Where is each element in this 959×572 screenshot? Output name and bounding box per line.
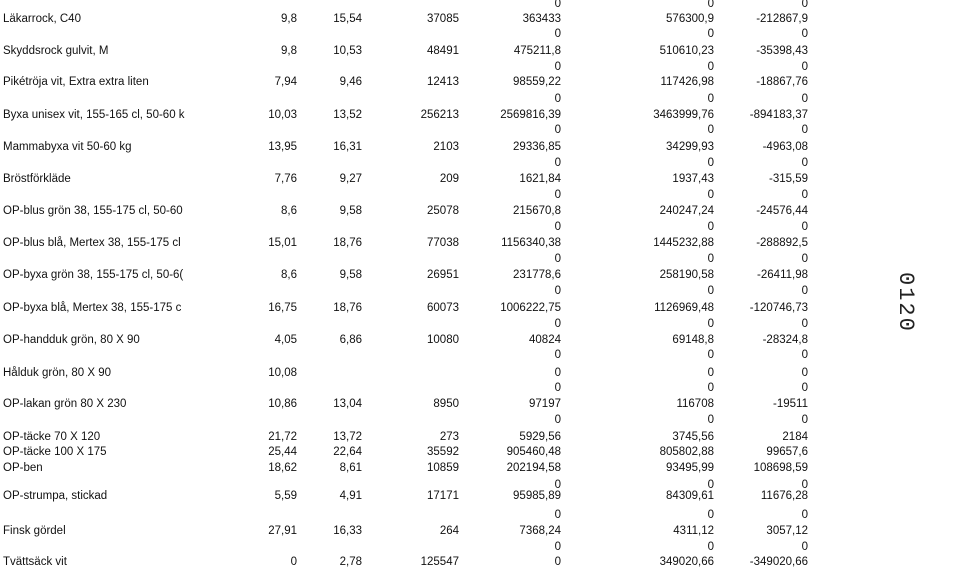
price-cell: 25,44 [268, 446, 297, 458]
difference-cell: 0 [801, 221, 808, 233]
price-cell: 15,01 [268, 237, 297, 249]
price-cell: 27,91 [268, 525, 297, 537]
amount-cell: 0 [707, 253, 714, 265]
difference-cell: 0 [801, 28, 808, 40]
price-cell: 10,03 [268, 109, 297, 121]
difference-cell: -288892,5 [756, 237, 808, 249]
difference-cell: -315,59 [768, 173, 808, 185]
price-cell: 13,04 [333, 398, 362, 410]
amount-cell: 0 [554, 93, 561, 105]
difference-cell: 0 [801, 189, 808, 201]
amount-cell: 475211,8 [513, 45, 561, 57]
amount-cell: 1445232,88 [653, 237, 714, 249]
item-name: OP-byxa grön 38, 155-175 cl, 50-6( [3, 269, 184, 281]
amount-cell: 0 [707, 124, 714, 136]
item-name: Mammabyxa vit 50-60 kg [3, 141, 132, 153]
difference-cell: 0 [801, 61, 808, 73]
amount-cell: 0 [707, 349, 714, 361]
price-cell: 9,58 [339, 269, 362, 281]
quantity-cell: 60073 [427, 302, 459, 314]
table-row [0, 348, 959, 362]
amount-cell: 805802,88 [659, 446, 714, 458]
table-row [0, 108, 959, 122]
price-cell: 13,95 [268, 141, 297, 153]
item-name: Byxa unisex vit, 155-165 cl, 50-60 k [3, 109, 185, 121]
amount-cell: 0 [707, 382, 714, 394]
quantity-cell: 26951 [427, 269, 459, 281]
quantity-cell: 209 [439, 173, 459, 185]
price-cell: 9,8 [281, 13, 297, 25]
table-row [0, 268, 959, 282]
difference-cell: -120746,73 [749, 302, 808, 314]
price-cell: 10,86 [268, 398, 297, 410]
amount-cell: 98559,22 [513, 76, 561, 88]
difference-cell: -24576,44 [756, 205, 808, 217]
table-row [0, 284, 959, 298]
table-row [0, 413, 959, 427]
amount-cell: 1006222,75 [500, 302, 561, 314]
price-cell: 13,72 [333, 431, 362, 443]
amount-cell: 2569816,39 [500, 109, 561, 121]
amount-cell: 202194,58 [506, 462, 561, 474]
difference-cell: 0 [801, 93, 808, 105]
table-row [0, 156, 959, 170]
price-cell: 7,94 [274, 76, 297, 88]
amount-cell: 117426,98 [660, 76, 714, 88]
item-name: OP-ben [3, 462, 43, 474]
amount-cell: 0 [554, 28, 561, 40]
difference-cell: -894183,37 [749, 109, 808, 121]
amount-cell: 93495,99 [666, 462, 714, 474]
amount-cell: 116708 [676, 398, 714, 410]
table-row [0, 381, 959, 395]
table-row [0, 0, 959, 11]
item-name: Bröstförkläde [3, 173, 71, 185]
table-row [0, 44, 959, 58]
item-name: OP-täcke 100 X 175 [3, 446, 107, 458]
difference-cell: -28324,8 [762, 334, 808, 346]
table-row [0, 60, 959, 74]
item-name: OP-blus blå, Mertex 38, 155-175 cl [3, 237, 181, 249]
price-cell: 7,76 [274, 173, 297, 185]
amount-cell: 0 [554, 124, 561, 136]
amount-cell: 3745,56 [672, 431, 714, 443]
amount-cell: 0 [707, 479, 714, 491]
item-name: Läkarrock, C40 [3, 13, 81, 25]
table-row [0, 75, 959, 89]
table-row [0, 204, 959, 218]
item-name: Pikétröja vit, Extra extra liten [3, 76, 149, 88]
quantity-cell: 10859 [427, 462, 459, 474]
difference-cell: -349020,66 [749, 556, 808, 568]
difference-cell: 0 [801, 0, 808, 10]
difference-cell: 0 [801, 509, 808, 521]
quantity-cell: 10080 [427, 334, 459, 346]
difference-cell: -212867,9 [756, 13, 808, 25]
price-cell: 10,08 [268, 367, 297, 379]
amount-cell: 0 [554, 541, 561, 553]
amount-cell: 3463999,76 [653, 109, 714, 121]
table-row [0, 252, 959, 266]
amount-cell: 0 [707, 0, 714, 10]
quantity-cell: 48491 [427, 45, 459, 57]
price-cell: 9,58 [339, 205, 362, 217]
amount-cell: 84309,61 [666, 490, 714, 502]
amount-cell: 0 [707, 541, 714, 553]
table-row [0, 220, 959, 234]
quantity-cell: 77038 [427, 237, 459, 249]
difference-cell: 108698,59 [753, 462, 808, 474]
amount-cell: 349020,66 [659, 556, 714, 568]
amount-cell: 0 [554, 253, 561, 265]
amount-cell: 0 [554, 318, 561, 330]
quantity-cell: 8950 [433, 398, 459, 410]
amount-cell: 0 [707, 157, 714, 169]
table-row [0, 12, 959, 26]
amount-cell: 215670,8 [513, 205, 561, 217]
amount-cell: 0 [554, 414, 561, 426]
amount-cell: 4311,12 [673, 525, 714, 537]
amount-cell: 0 [707, 61, 714, 73]
price-cell: 4,91 [339, 490, 362, 502]
amount-cell: 0 [554, 157, 561, 169]
difference-cell: -19511 [773, 398, 808, 410]
table-row [0, 123, 959, 137]
difference-cell: 3057,12 [766, 525, 808, 537]
price-cell: 16,33 [333, 525, 362, 537]
amount-cell: 97197 [529, 398, 561, 410]
difference-cell: 0 [801, 253, 808, 265]
price-cell: 5,59 [274, 490, 297, 502]
amount-cell: 0 [554, 285, 561, 297]
amount-cell: 0 [554, 556, 561, 568]
difference-cell: 0 [801, 157, 808, 169]
amount-cell: 95985,89 [513, 490, 561, 502]
price-cell: 9,46 [339, 76, 362, 88]
quantity-cell: 17171 [427, 490, 459, 502]
amount-cell: 0 [707, 414, 714, 426]
amount-cell: 0 [707, 318, 714, 330]
table-row [0, 236, 959, 250]
amount-cell: 34299,93 [666, 141, 714, 153]
quantity-cell: 12413 [427, 76, 459, 88]
table-row [0, 140, 959, 154]
item-name: Skyddsrock gulvit, M [3, 45, 109, 57]
difference-cell: 11676,28 [760, 490, 808, 502]
amount-cell: 5929,56 [519, 431, 561, 443]
quantity-cell: 264 [439, 525, 459, 537]
amount-cell: 0 [554, 61, 561, 73]
amount-cell: 7368,24 [519, 525, 561, 537]
amount-cell: 1156340,38 [501, 237, 561, 249]
amount-cell: 0 [554, 349, 561, 361]
amount-cell: 1937,43 [672, 173, 714, 185]
page-number-stamp: 0120 [893, 272, 918, 333]
table-row [0, 461, 959, 475]
amount-cell: 905460,48 [506, 446, 561, 458]
table-row [0, 172, 959, 186]
table-row [0, 333, 959, 347]
difference-cell: -4963,08 [762, 141, 808, 153]
amount-cell: 0 [707, 189, 714, 201]
difference-cell: 2184 [782, 431, 808, 443]
amount-cell: 0 [554, 0, 561, 10]
table-row [0, 524, 959, 538]
amount-cell: 258190,58 [659, 269, 714, 281]
amount-cell: 363433 [522, 13, 561, 25]
quantity-cell: 25078 [427, 205, 459, 217]
item-name: OP-täcke 70 X 120 [3, 431, 101, 443]
quantity-cell: 125547 [420, 556, 459, 568]
table-row [0, 27, 959, 41]
amount-cell: 69148,8 [672, 334, 714, 346]
price-cell: 6,86 [339, 334, 362, 346]
difference-cell: -18867,76 [756, 76, 808, 88]
item-name: OP-blus grön 38, 155-175 cl, 50-60 [3, 205, 183, 217]
table-row [0, 508, 959, 522]
amount-cell: 0 [707, 285, 714, 297]
difference-cell: 0 [801, 414, 808, 426]
price-cell: 4,05 [274, 334, 297, 346]
price-cell: 18,76 [333, 237, 362, 249]
item-name: Tvättsäck vit [3, 556, 67, 568]
price-cell: 10,53 [333, 45, 362, 57]
difference-cell: -35398,43 [756, 45, 808, 57]
amount-cell: 0 [554, 221, 561, 233]
difference-cell: 0 [801, 124, 808, 136]
amount-cell: 0 [554, 382, 561, 394]
amount-cell: 0 [554, 367, 561, 379]
price-cell: 8,61 [339, 462, 362, 474]
table-row [0, 397, 959, 411]
table-row [0, 445, 959, 459]
price-cell: 21,72 [268, 431, 297, 443]
price-cell: 8,6 [281, 205, 297, 217]
price-cell: 22,64 [333, 446, 362, 458]
price-cell: 9,8 [281, 45, 297, 57]
quantity-cell: 37085 [427, 13, 459, 25]
item-name: OP-byxa blå, Mertex 38, 155-175 c [3, 302, 182, 314]
amount-cell: 0 [707, 367, 714, 379]
amount-cell: 0 [707, 509, 714, 521]
difference-cell: 0 [801, 382, 808, 394]
difference-cell: 99657,6 [766, 446, 808, 458]
amount-cell: 29336,85 [513, 141, 561, 153]
item-name: OP-strumpa, stickad [3, 490, 108, 502]
difference-cell: 0 [801, 367, 808, 379]
item-name: OP-lakan grön 80 X 230 [3, 398, 127, 410]
price-cell: 13,52 [333, 109, 362, 121]
price-cell: 0 [290, 556, 297, 568]
amount-cell: 231778,6 [513, 269, 561, 281]
table-row [0, 317, 959, 331]
amount-cell: 0 [707, 221, 714, 233]
table-row [0, 540, 959, 554]
difference-cell: 0 [801, 541, 808, 553]
amount-cell: 510610,23 [659, 45, 714, 57]
quantity-cell: 256213 [420, 109, 459, 121]
difference-cell: 0 [801, 349, 808, 361]
quantity-cell: 273 [439, 431, 459, 443]
table-row [0, 366, 959, 380]
quantity-cell: 2103 [433, 141, 459, 153]
price-cell: 2,78 [339, 556, 362, 568]
amount-cell: 0 [554, 509, 561, 521]
amount-cell: 0 [554, 479, 561, 491]
price-cell: 15,54 [333, 13, 362, 25]
amount-cell: 0 [707, 93, 714, 105]
table-row [0, 555, 959, 569]
price-cell: 16,75 [268, 302, 297, 314]
amount-cell: 0 [707, 28, 714, 40]
table-row [0, 301, 959, 315]
amount-cell: 576300,9 [666, 13, 714, 25]
difference-cell: 0 [801, 318, 808, 330]
difference-cell: 0 [801, 285, 808, 297]
table-row [0, 430, 959, 444]
table-row [0, 92, 959, 106]
amount-cell: 1126969,48 [654, 302, 714, 314]
price-cell: 18,62 [268, 462, 297, 474]
amount-cell: 1621,84 [519, 173, 561, 185]
quantity-cell: 35592 [427, 446, 459, 458]
item-name: Hålduk grön, 80 X 90 [3, 367, 112, 379]
table-row [0, 188, 959, 202]
table-row [0, 489, 959, 503]
amount-cell: 0 [554, 189, 561, 201]
item-name: Finsk gördel [3, 525, 66, 537]
price-cell: 8,6 [281, 269, 297, 281]
amount-cell: 40824 [529, 334, 561, 346]
price-cell: 9,27 [339, 173, 362, 185]
difference-cell: 0 [801, 479, 808, 491]
item-name: OP-handduk grön, 80 X 90 [3, 334, 140, 346]
price-cell: 18,76 [333, 302, 362, 314]
difference-cell: -26411,98 [757, 269, 808, 281]
price-cell: 16,31 [333, 141, 362, 153]
amount-cell: 240247,24 [659, 205, 714, 217]
